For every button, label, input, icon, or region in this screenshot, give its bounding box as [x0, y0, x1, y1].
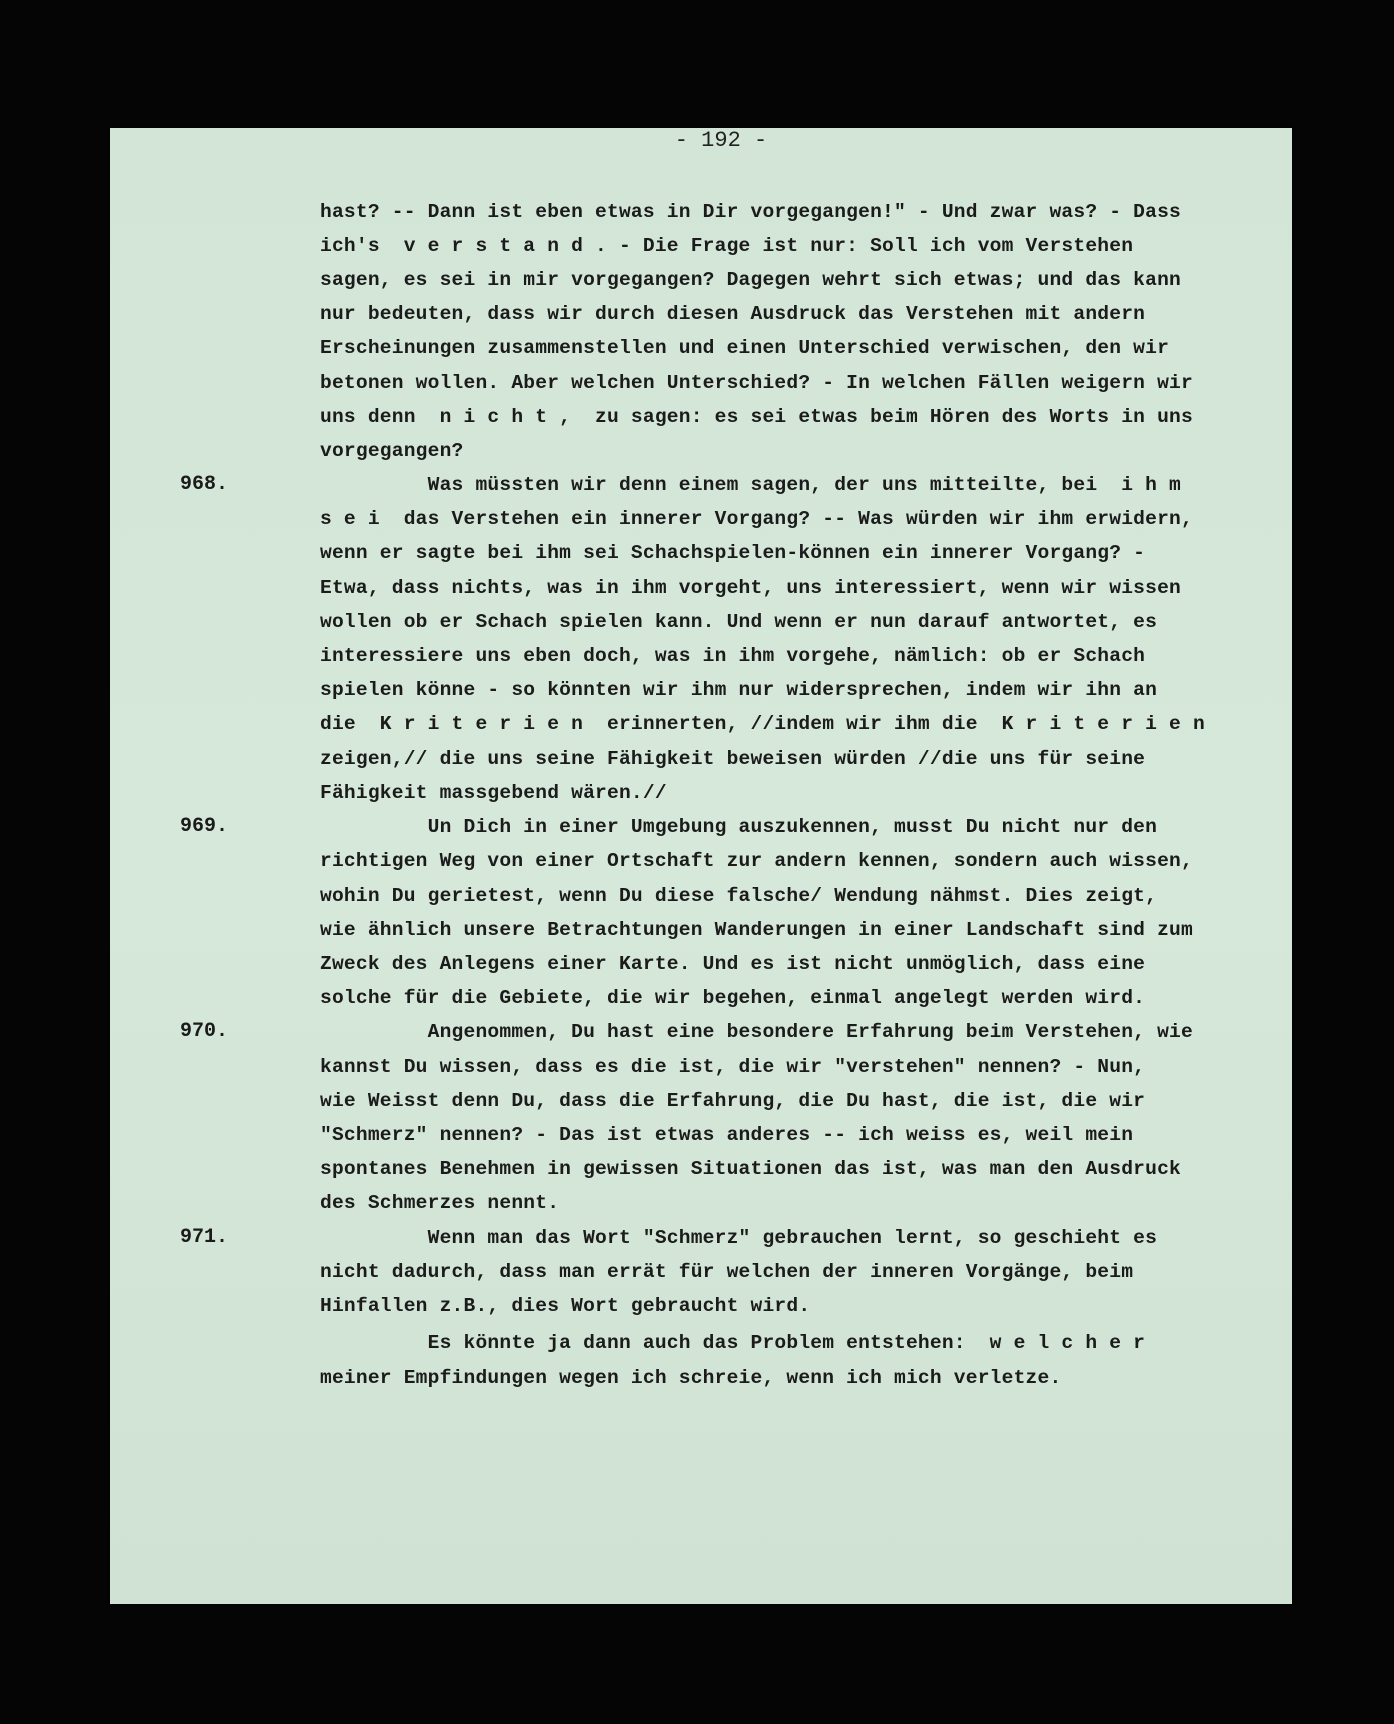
remark-number: 970.	[180, 1020, 229, 1043]
text-line: uns denn n i c h t , zu sagen: es sei etwas beim Hören des Worts in uns	[320, 406, 1193, 428]
text-line: vorgegangen?	[320, 440, 464, 462]
text-line: nur bedeuten, dass wir durch diesen Ausdruck das Verstehen mit andern	[320, 303, 1146, 325]
text-line: Es könnte ja dann auch das Problem entstehen: w e l c h e r	[320, 1332, 1146, 1354]
text-line: wie Weisst denn Du, dass die Erfahrung, die Du hast, die ist, die wir	[320, 1090, 1146, 1112]
text-line: s e i das Verstehen ein innerer Vorgang? -- Was würden wir ihm erwidern,	[320, 508, 1193, 530]
text-line: wie ähnlich unsere Betrachtungen Wanderungen in einer Landschaft sind zum	[320, 919, 1193, 941]
text-line: zeigen,// die uns seine Fähigkeit beweisen würden //die uns für seine	[320, 748, 1146, 770]
text-line: "Schmerz" nennen? - Das ist etwas anderes -- ich weiss es, weil mein	[320, 1124, 1134, 1146]
text-line: Erscheinungen zusammenstellen und einen Unterschied verwischen, den wir	[320, 337, 1170, 359]
text-line: ich's v e r s t a n d . - Die Frage ist nur: Soll ich vom Verstehen	[320, 235, 1134, 257]
text-line: solche für die Gebiete, die wir begehen, einmal angelegt werden wird.	[320, 987, 1146, 1009]
text-line: richtigen Weg von einer Ortschaft zur andern kennen, sondern auch wissen,	[320, 850, 1193, 872]
text-line: hast? -- Dann ist eben etwas in Dir vorgegangen!" - Und zwar was? - Dass	[320, 201, 1181, 223]
remark-number: 971.	[180, 1226, 229, 1249]
text-line: meiner Empfindungen wegen ich schreie, wenn ich mich verletze.	[320, 1367, 1062, 1389]
text-line: Angenommen, Du hast eine besondere Erfahrung beim Verstehen, wie	[320, 1021, 1193, 1043]
typescript-page	[110, 128, 1292, 1604]
remark-number: 969.	[180, 815, 229, 838]
text-line: nicht dadurch, dass man errät für welchen der inneren Vorgänge, beim	[320, 1261, 1134, 1283]
text-line: sagen, es sei in mir vorgegangen? Dagegen wehrt sich etwas; und das kann	[320, 269, 1181, 291]
text-line: des Schmerzes nennt.	[320, 1192, 560, 1214]
text-line: Fähigkeit massgebend wären.//	[320, 782, 667, 804]
text-line: betonen wollen. Aber welchen Unterschied? - In welchen Fällen weigern wir	[320, 372, 1193, 394]
text-line: spielen könne - so könnten wir ihm nur widersprechen, indem wir ihn an	[320, 679, 1158, 701]
text-line: Wenn man das Wort "Schmerz" gebrauchen lernt, so geschieht es	[320, 1227, 1158, 1249]
text-line: kannst Du wissen, dass es die ist, die wir "verstehen" nennen? - Nun,	[320, 1056, 1146, 1078]
page-number: - 192 -	[674, 128, 768, 153]
text-line: Un Dich in einer Umgebung auszukennen, musst Du nicht nur den	[320, 816, 1158, 838]
text-line: wohin Du gerietest, wenn Du diese falsche/ Wendung nähmst. Dies zeigt,	[320, 885, 1158, 907]
text-line: wollen ob er Schach spielen kann. Und wenn er nun darauf antwortet, es	[320, 611, 1158, 633]
text-line: Zweck des Anlegens einer Karte. Und es ist nicht unmöglich, dass eine	[320, 953, 1146, 975]
text-line: die K r i t e r i e n erinnerten, //indem wir ihm die K r i t e r i e n	[320, 713, 1205, 735]
text-line: spontanes Benehmen in gewissen Situationen das ist, was man den Ausdruck	[320, 1158, 1181, 1180]
remark-number: 968.	[180, 473, 229, 496]
text-line: Hinfallen z.B., dies Wort gebraucht wird.	[320, 1295, 811, 1317]
text-line: Etwa, dass nichts, was in ihm vorgeht, uns interessiert, wenn wir wissen	[320, 577, 1181, 599]
text-line: Was müssten wir denn einem sagen, der uns mitteilte, bei i h m	[320, 474, 1181, 496]
text-line: wenn er sagte bei ihm sei Schachspielen-können ein innerer Vorgang? -	[320, 542, 1146, 564]
text-line: interessiere uns eben doch, was in ihm vorgehe, nämlich: ob er Schach	[320, 645, 1146, 667]
